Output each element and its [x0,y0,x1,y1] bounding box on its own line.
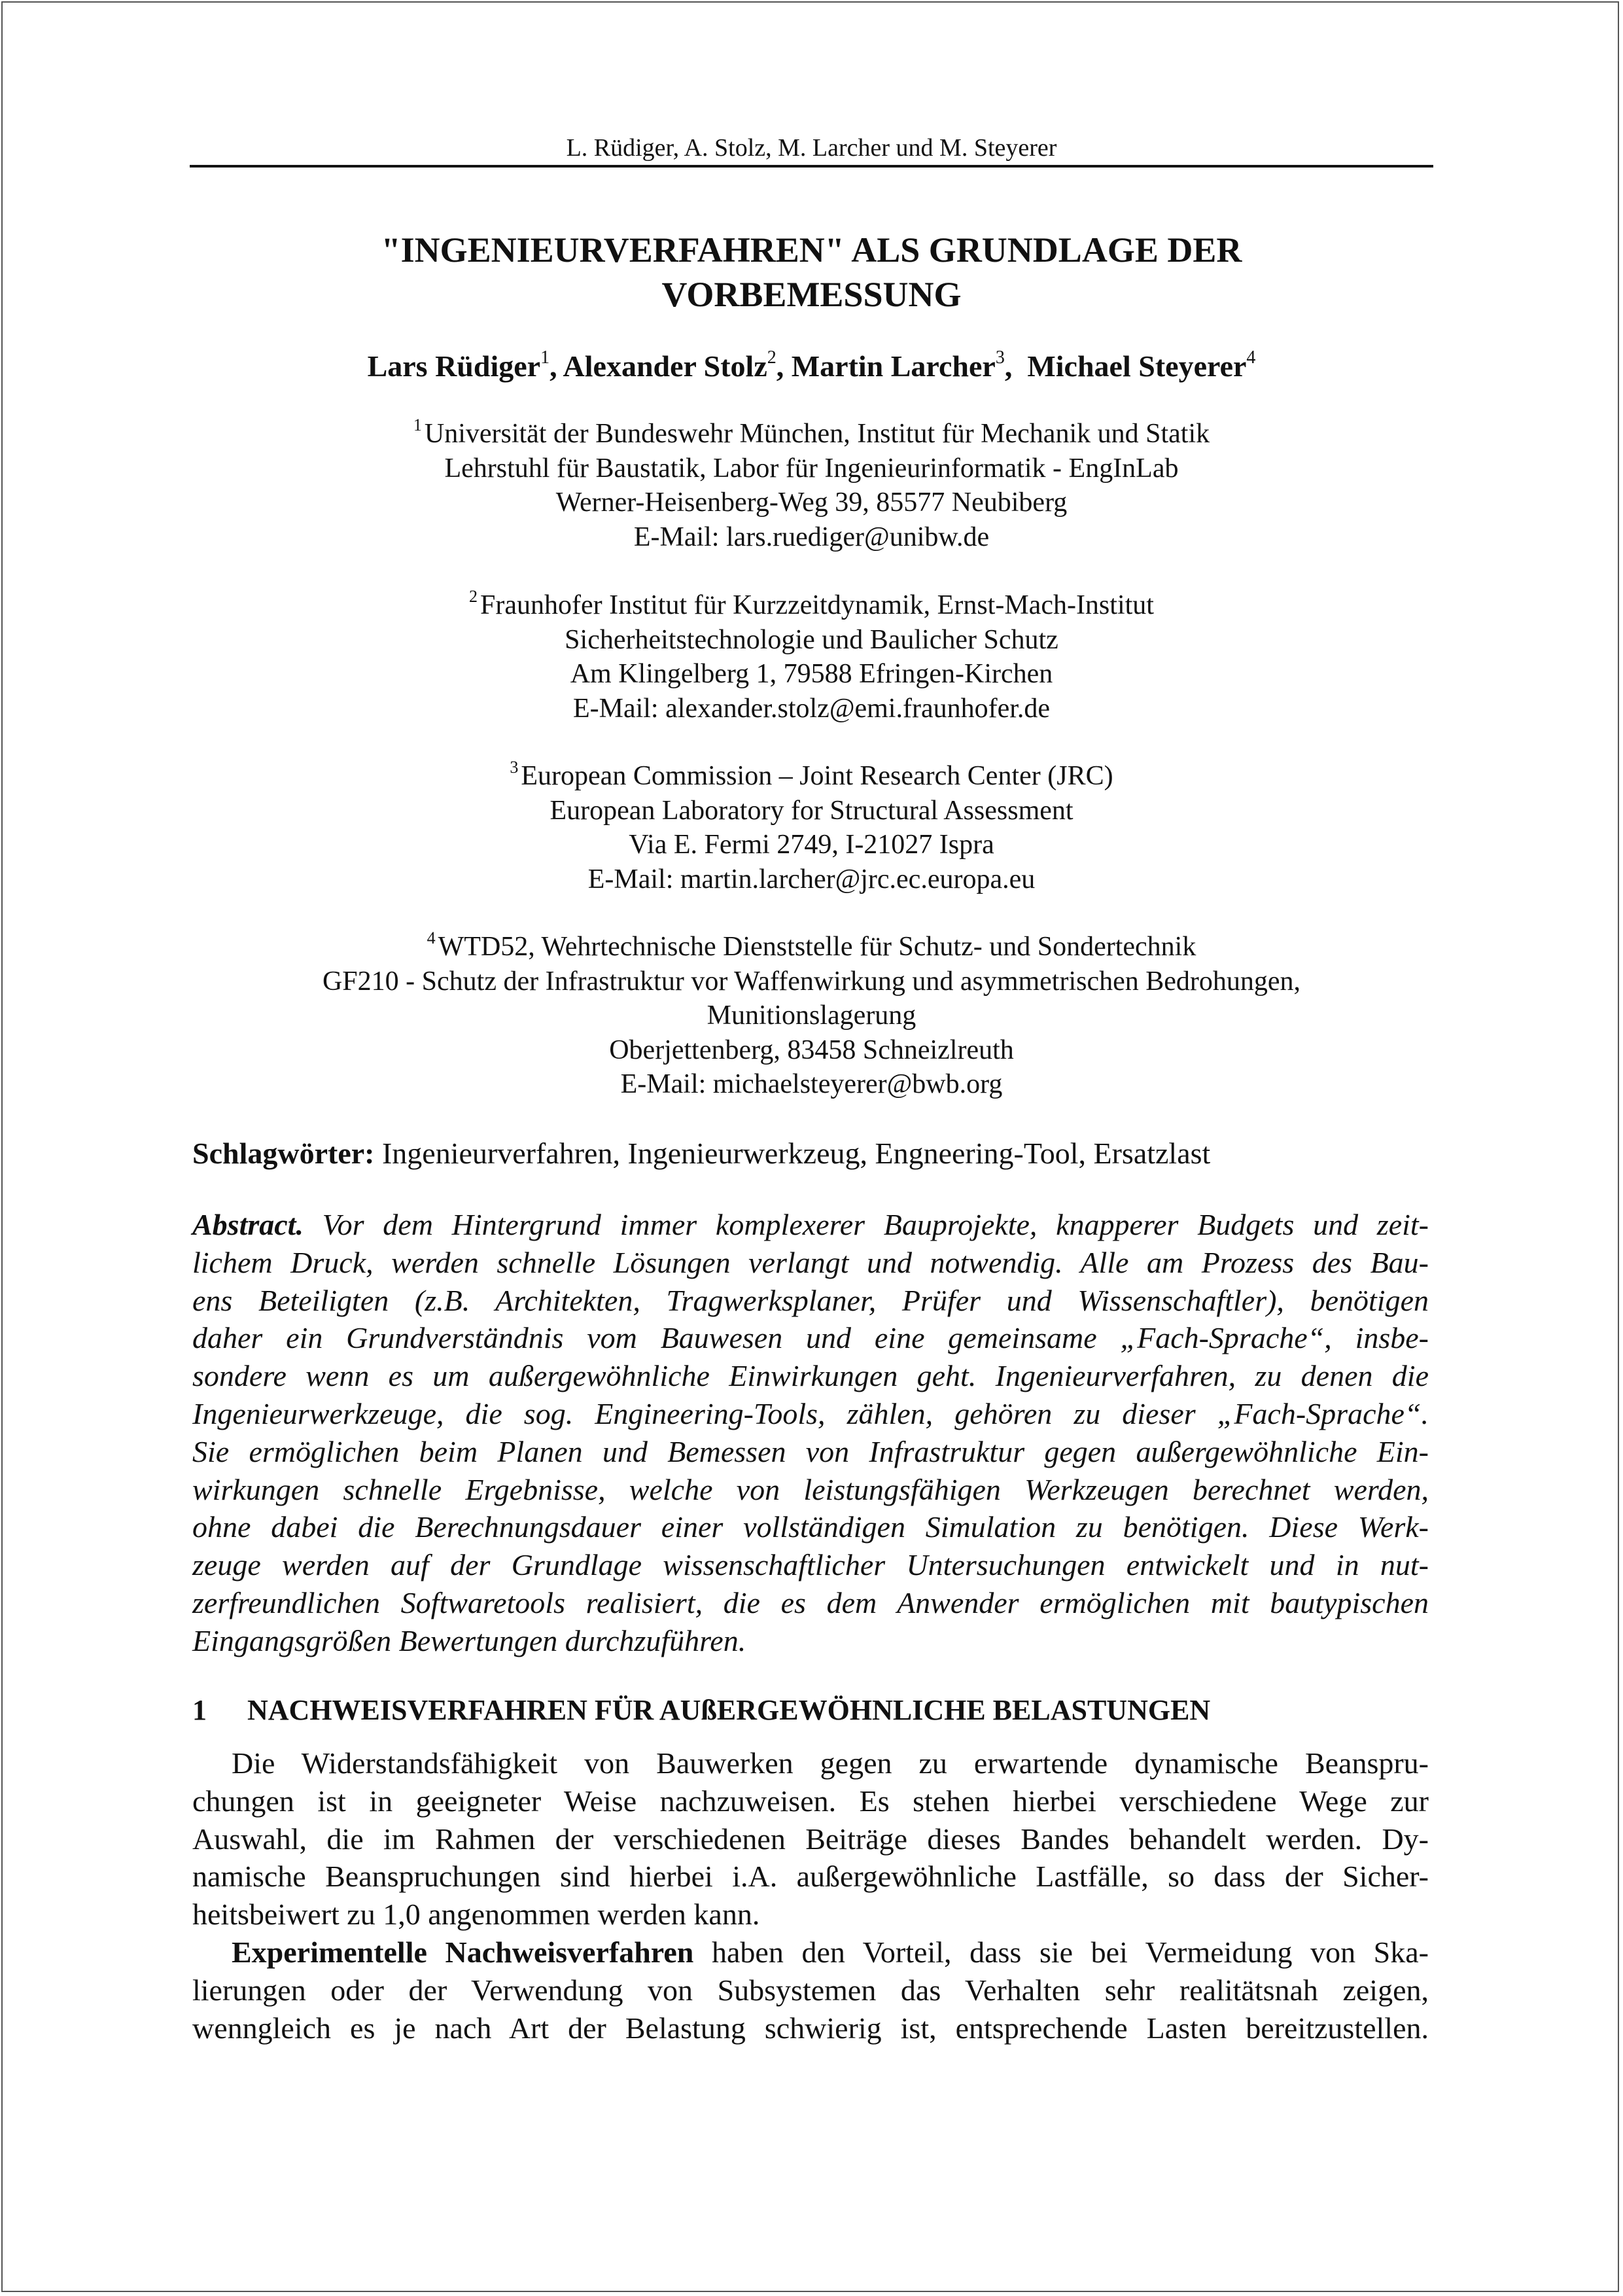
abstract [192,1206,1429,1660]
title-line-2: VORBEMESSUNG [661,275,962,314]
affiliation-line: Lehrstuhl für Baustatik, Labor für Ingenieurinformatik - EngInLab [444,453,1179,484]
abstract-line: Eingangsgrößen Bewertungen durchzuführen. [192,1623,746,1657]
affiliation-line: $^4$WTD52, Wehrtechnische Dienststelle für Schutz- und Sondertechnik [427,928,1196,962]
paragraph-line: lierungen oder der Verwendung von Subsystemen das Verhalten sehr realitätsnah zeigen, [192,1973,1429,2007]
affiliation-line: E-Mail: alexander.stolz@emi.fraunhofer.de [572,693,1051,724]
affiliation-line: $^1$Universität der Bundeswehr München, Institut für Mechanik und Statik [413,415,1210,449]
affiliation-line: Sicherheitstechnologie und Baulicher Schutz [565,624,1058,655]
paragraph-line: heitsbeiwert zu 1,0 angenommen werden kann. [192,1898,760,1932]
author-name: Michael Steyerer [1027,349,1247,383]
affiliation-line: European Laboratory for Structural Assessment [550,795,1073,826]
section-title: NACHWEISVERFAHREN FÜR AUßERGEWÖHNLICHE BELASTUNGEN [247,1694,1211,1726]
author-name: Alexander Stolz [563,349,767,383]
abstract-label: Abstract. [192,1208,304,1241]
paragraph-line: wenngleich es je nach Art der Belastung schwierig ist, entsprechende Lasten bereitzustellen. [192,2011,1429,2045]
affiliation-line: Am Klingelberg 1, 79588 Efringen-Kirchen [570,659,1053,689]
author-mark: 1 [540,347,550,368]
paper-title [190,228,1433,317]
keywords-label: Schlagwörter: [192,1137,375,1170]
affiliation-mark: 3 [510,758,519,777]
affiliation-line: $^3$European Commission – Joint Research Center (JRC) [510,758,1113,791]
running-header: L. Rüdiger, A. Stolz, M. Larcher und M. Steyerer [566,134,1057,162]
paragraph-line: namische Beanspruchungen sind hierbei i.A. außergewöhnliche Lastfälle, so dass der Sicher- [192,1860,1429,1894]
author-mark: 2 [767,347,777,368]
header-rule [190,165,1433,168]
paragraph-line: Experimentelle Nachweisverfahren haben den Vorteil, dass sie bei Vermeidung von Ska- [232,1935,1429,1969]
affiliation-line: $^2$Fraunhofer Institut für Kurzzeitdynamik, Ernst-Mach-Institut [469,587,1154,620]
author-mark: 4 [1246,347,1256,368]
affiliation-line: Oberjettenberg, 83458 Schneizlreuth [609,1034,1014,1065]
affiliation-line: E-Mail: michaelsteyerer@bwb.org [620,1069,1003,1099]
abstract-line: Abstract. Vor dem Hintergrund immer komplexerer Bauprojekte, knapperer Budgets und zeit- [192,1208,1429,1241]
affiliation-1 [190,417,1433,554]
affiliation-line: GF210 - Schutz der Infrastruktur vor Waffenwirkung und asymmetrischen Bedrohungen, [322,966,1301,997]
abstract-line: ohne dabei die Berechnungsdauer einer vollständigen Simulation zu benötigen. Diese Werk- [192,1510,1429,1544]
affiliation-2 [190,588,1433,726]
keywords-text: Ingenieurverfahren, Ingenieurwerkzeug, Engneering-Tool, Ersatzlast [374,1137,1211,1170]
paragraph-bold-term: Experimentelle Nachweisverfahren [232,1935,694,1969]
section-heading [192,1691,1429,1729]
affiliation-line: Werner-Heisenberg-Weg 39, 85577 Neubiberg [555,487,1068,518]
paragraph-2 [192,1934,1429,2047]
affiliation-line: Via E. Fermi 2749, I-21027 Ispra [629,830,994,860]
author-mark: 3 [995,347,1005,368]
title-line-1: "INGENIEURVERFAHREN" ALS GRUNDLAGE DER [381,230,1242,270]
author-name: Martin Larcher [791,349,996,383]
author-list: Lars Rüdiger$^1$, Alexander Stolz$^2$, Martin Larcher$^3$, Michael Steyerer$^4$ [367,347,1256,383]
abstract-line: sondere wenn es um außergewöhnliche Einwirkungen geht. Ingenieurverfahren, zu denen die [192,1359,1429,1393]
affiliation-mark: 4 [427,928,436,947]
affiliation-mark: 2 [469,587,478,606]
affiliation-3 [190,759,1433,896]
paragraph-line: chungen ist in geeigneter Weise nachzuweisen. Es stehen hierbei verschiedene Wege zur [192,1784,1429,1818]
abstract-line: daher ein Grundverständnis vom Bauwesen und eine gemeinsame „Fach-Sprache“, insbe- [192,1321,1429,1355]
abstract-line: zeuge werden auf der Grundlage wissenschaftlicher Untersuchungen entwickelt und in nut- [192,1548,1429,1582]
affiliation-mark: 1 [413,415,422,434]
keywords [192,1135,1429,1173]
affiliation-line: E-Mail: martin.larcher@jrc.ec.europa.eu [587,864,1036,894]
affiliation-line: E-Mail: lars.ruediger@unibw.de [633,521,990,552]
paragraph-1 [192,1744,1429,1934]
abstract-line: Ingenieurwerkzeuge, die sog. Engineering-Tools, zählen, gehören zu dieser „Fach-Sprache“. [192,1396,1429,1430]
section-number: 1 [192,1694,207,1726]
affiliation-4 [190,930,1433,1102]
abstract-line: lichem Druck, werden schnelle Lösungen verlangt und notwendig. Alle am Prozess des Bau- [192,1245,1429,1279]
abstract-line: zerfreundlichen Softwaretools realisiert, die es dem Anwender ermöglichen mit bautypischen [192,1585,1429,1619]
abstract-line: ens Beteiligten (z.B. Architekten, Tragwerksplaner, Prüfer und Wissenschaftler), benötigen [192,1283,1429,1317]
paragraph-line: Die Widerstandsfähigkeit von Bauwerken gegen zu erwartende dynamische Beanspru- [232,1746,1429,1780]
abstract-line: Sie ermöglichen beim Planen und Bemessen von Infrastruktur gegen außergewöhnliche Ein- [192,1434,1429,1468]
author-name: Lars Rüdiger [367,349,541,383]
abstract-line: wirkungen schnelle Ergebnisse, welche von leistungsfähigen Werkzeugen berechnet werden, [192,1472,1429,1506]
affiliation-line: Munitionslagerung [707,1000,916,1031]
paragraph-line: Auswahl, die im Rahmen der verschiedenen Beiträge dieses Bandes behandelt werden. Dy- [192,1822,1429,1856]
